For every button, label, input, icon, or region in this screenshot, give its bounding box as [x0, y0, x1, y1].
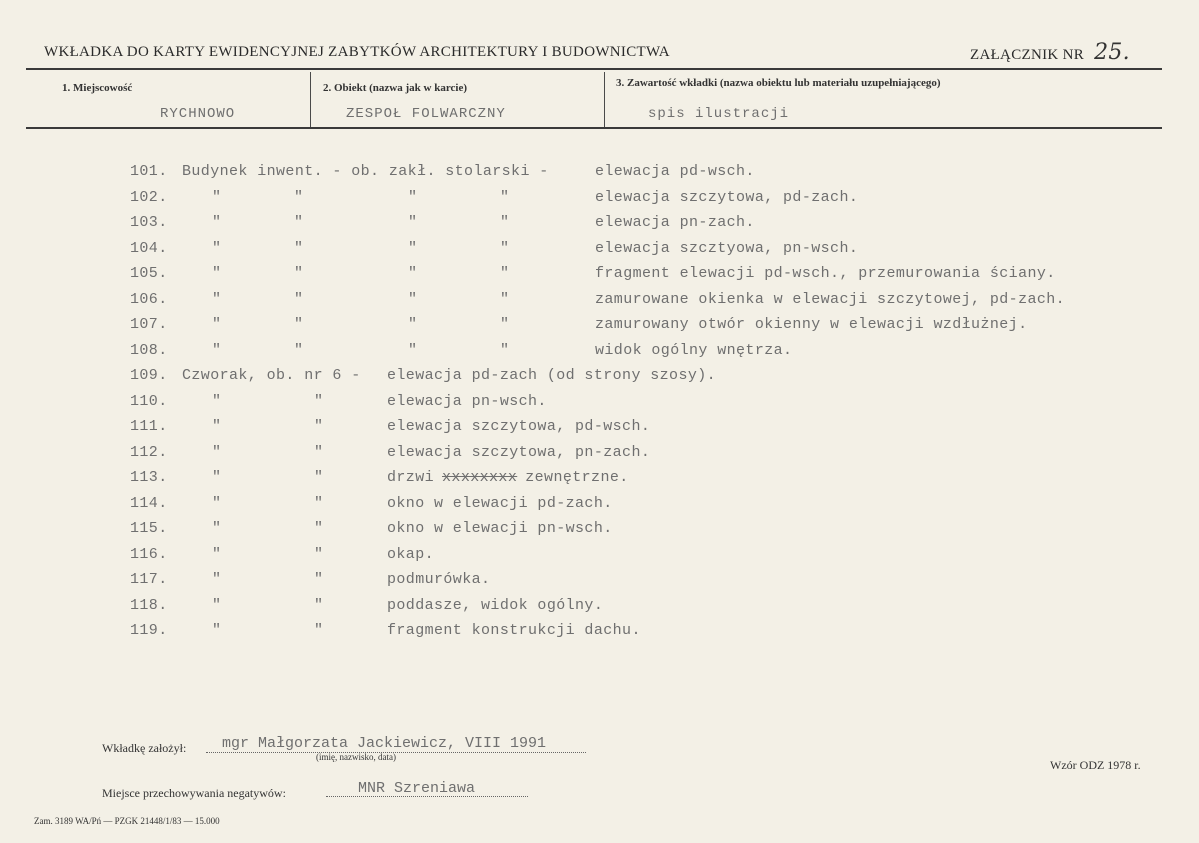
fields-rule	[26, 127, 1162, 129]
entry-number: 106.	[130, 291, 168, 308]
ditto-mark: "	[294, 291, 304, 308]
ditto-mark: "	[500, 342, 510, 359]
ditto-mark: "	[212, 622, 222, 639]
ditto-mark: "	[500, 214, 510, 231]
ditto-mark: "	[212, 520, 222, 537]
ditto-mark: "	[314, 622, 324, 639]
ditto-mark: "	[294, 265, 304, 282]
entry-number: 111.	[130, 418, 168, 435]
entry-description: fragment elewacji pd-wsch., przemurowania ściany.	[595, 265, 1056, 282]
entry-description: elewacja szczytowa, pd-zach.	[595, 189, 859, 206]
object-value: ZESPOŁ FOLWARCZNY	[346, 106, 506, 122]
struck-out-text: xxxxxxxx	[442, 469, 518, 486]
ditto-mark: "	[500, 189, 510, 206]
entry-number: 113.	[130, 469, 168, 486]
ditto-mark: "	[500, 240, 510, 257]
ditto-mark: "	[212, 393, 222, 410]
entry-number: 101.	[130, 163, 168, 180]
entry-description: okno w elewacji pd-zach.	[387, 495, 613, 512]
ditto-mark: "	[212, 444, 222, 461]
content-label: 3. Zawartość wkładki (nazwa obiektu lub materiału uzupełniającego)	[616, 77, 941, 89]
entry-number: 110.	[130, 393, 168, 410]
ditto-mark: "	[212, 597, 222, 614]
entry-subject: Budynek inwent. - ob. zakł. stolarski -	[182, 163, 549, 180]
entry-description: zamurowane okienka w elewacji szczytowej, pd-zach.	[595, 291, 1066, 308]
entry-number: 109.	[130, 367, 168, 384]
ditto-mark: "	[408, 265, 418, 282]
founder-hint: (imię, nazwisko, data)	[316, 752, 396, 762]
entry-description: fragment konstrukcji dachu.	[387, 622, 641, 639]
field-separator-2	[604, 72, 605, 127]
annex-number: 25.	[1094, 40, 1130, 65]
locality-value: RYCHNOWO	[160, 106, 236, 122]
entry-description: elewacja szcztyowa, pn-wsch.	[595, 240, 859, 257]
entry-number: 112.	[130, 444, 168, 461]
ditto-mark: "	[314, 469, 324, 486]
ditto-mark: "	[314, 520, 324, 537]
ditto-mark: "	[212, 189, 222, 206]
header-rule	[26, 68, 1162, 70]
ditto-mark: "	[212, 291, 222, 308]
entry-description: zamurowany otwór okienny w elewacji wzdłużnej.	[595, 316, 1028, 333]
entry-number: 117.	[130, 571, 168, 588]
ditto-mark: "	[294, 189, 304, 206]
entry-description: elewacja pd-zach (od strony szosy).	[387, 367, 717, 384]
ditto-mark: "	[294, 316, 304, 333]
founder-label: Wkładkę założył:	[102, 741, 187, 755]
ditto-mark: "	[314, 571, 324, 588]
negatives-value: MNR Szreniawa	[358, 780, 476, 797]
ditto-mark: "	[212, 240, 222, 257]
entry-description	[387, 469, 629, 486]
ditto-mark: "	[408, 316, 418, 333]
ditto-mark: "	[314, 393, 324, 410]
entry-description: widok ogólny wnętrza.	[595, 342, 793, 359]
annex-label-text: ZAŁĄCZNIK NR	[970, 47, 1085, 63]
entry-number: 104.	[130, 240, 168, 257]
entry-number: 114.	[130, 495, 168, 512]
locality-label: 1. Miejscowość	[62, 82, 133, 94]
entry-number: 105.	[130, 265, 168, 282]
founder-value: mgr Małgorzata Jackiewicz, VIII 1991	[222, 735, 547, 752]
entry-description: elewacja pn-wsch.	[387, 393, 547, 410]
ditto-mark: "	[314, 546, 324, 563]
entry-number: 102.	[130, 189, 168, 206]
entry-description-prefix: drzwi	[387, 469, 435, 486]
entry-number: 107.	[130, 316, 168, 333]
ditto-mark: "	[212, 495, 222, 512]
ditto-mark: "	[500, 265, 510, 282]
entry-number: 116.	[130, 546, 168, 563]
entry-number: 103.	[130, 214, 168, 231]
ditto-mark: "	[408, 189, 418, 206]
entry-subject: Czworak, ob. nr 6 -	[182, 367, 361, 384]
ditto-mark: "	[212, 214, 222, 231]
ditto-mark: "	[408, 342, 418, 359]
ditto-mark: "	[314, 418, 324, 435]
entry-description: okap.	[387, 546, 435, 563]
ditto-mark: "	[314, 597, 324, 614]
ditto-mark: "	[500, 291, 510, 308]
entry-number: 118.	[130, 597, 168, 614]
entry-description: elewacja pn-zach.	[595, 214, 755, 231]
ditto-mark: "	[212, 469, 222, 486]
ditto-mark: "	[212, 418, 222, 435]
entry-number: 115.	[130, 520, 168, 537]
entry-description: okno w elewacji pn-wsch.	[387, 520, 613, 537]
ditto-mark: "	[294, 214, 304, 231]
entry-description: elewacja szczytowa, pn-zach.	[387, 444, 651, 461]
entry-description: podmurówka.	[387, 571, 491, 588]
entry-description: poddasze, widok ogólny.	[387, 597, 604, 614]
entry-description-rest: zewnętrzne.	[525, 469, 629, 486]
ditto-mark: "	[212, 546, 222, 563]
form-version: Wzór ODZ 1978 r.	[1050, 758, 1141, 772]
negatives-label: Miejsce przechowywania negatywów:	[102, 786, 286, 800]
ditto-mark: "	[212, 342, 222, 359]
print-info: Zam. 3189 WA/Pń — PZGK 21448/1/83 — 15.000	[34, 816, 220, 826]
object-label: 2. Obiekt (nazwa jak w karcie)	[323, 82, 468, 94]
ditto-mark: "	[408, 240, 418, 257]
field-separator-1	[310, 72, 311, 127]
ditto-mark: "	[212, 316, 222, 333]
ditto-mark: "	[408, 214, 418, 231]
annex-label	[970, 40, 1130, 65]
ditto-mark: "	[212, 571, 222, 588]
ditto-mark: "	[408, 291, 418, 308]
founder-dotted-line	[206, 752, 586, 753]
form-title: WKŁADKA DO KARTY EWIDENCYJNEJ ZABYTKÓW ARCHITEKTURY I BUDOWNICTWA	[44, 44, 670, 60]
entry-number: 119.	[130, 622, 168, 639]
ditto-mark: "	[294, 342, 304, 359]
content-value: spis ilustracji	[648, 106, 790, 122]
entry-number: 108.	[130, 342, 168, 359]
ditto-mark: "	[314, 444, 324, 461]
ditto-mark: "	[314, 495, 324, 512]
entry-description: elewacja pd-wsch.	[595, 163, 755, 180]
ditto-mark: "	[500, 316, 510, 333]
entry-description: elewacja szczytowa, pd-wsch.	[387, 418, 651, 435]
ditto-mark: "	[212, 265, 222, 282]
ditto-mark: "	[294, 240, 304, 257]
